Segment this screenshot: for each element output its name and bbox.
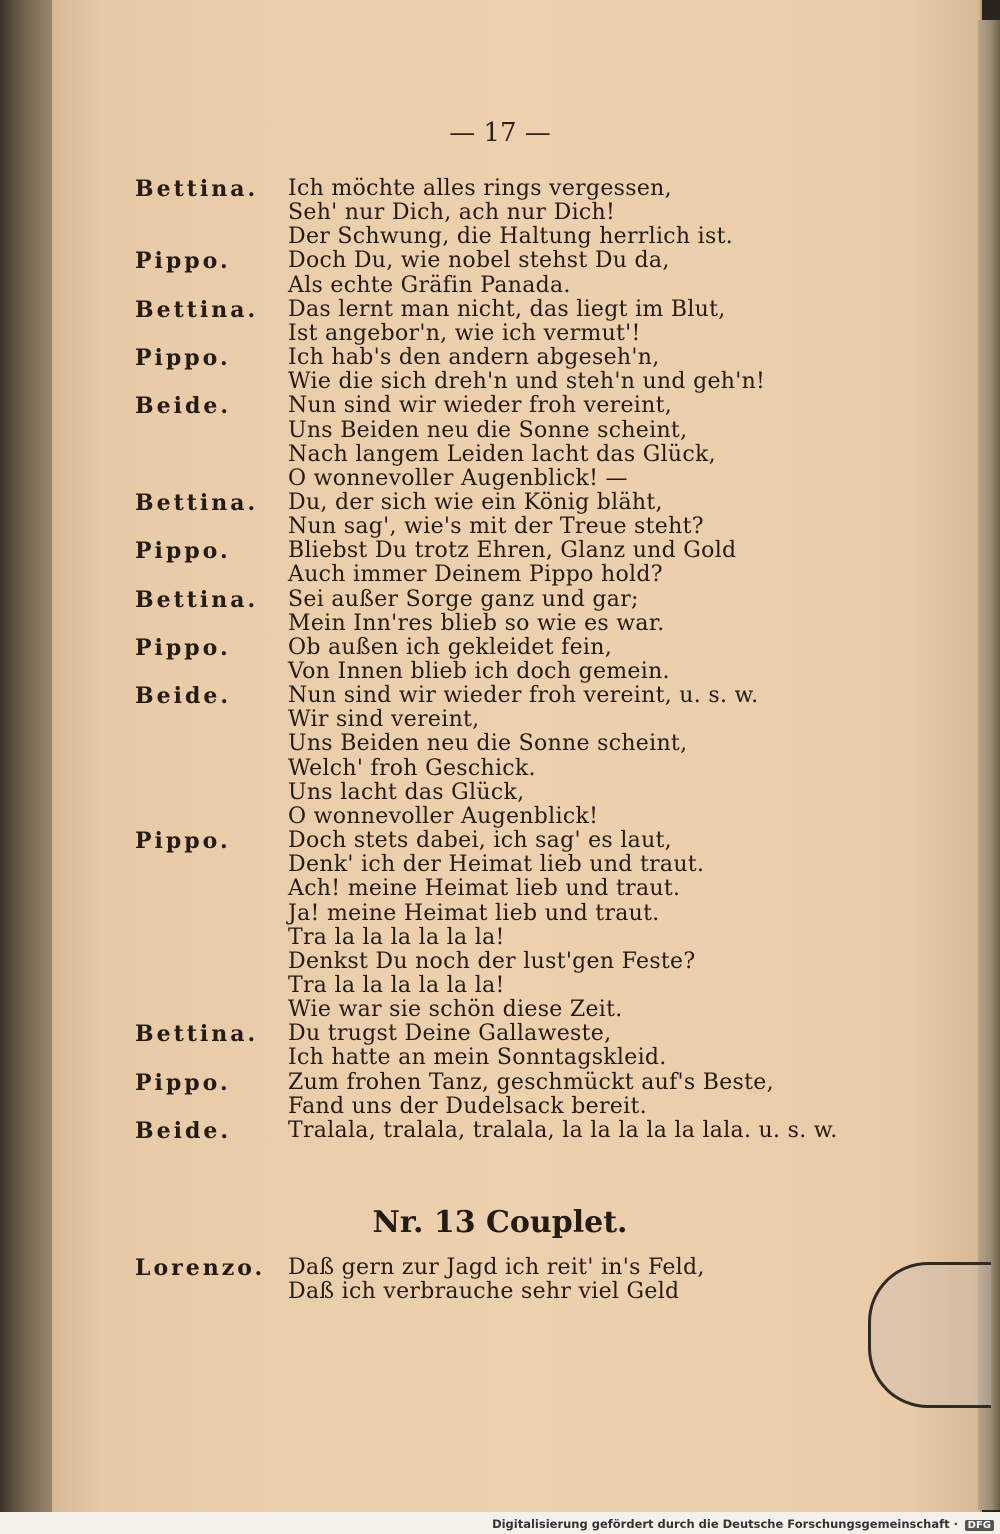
verse-line — [0, 1095, 1000, 1119]
verse-line — [0, 757, 1000, 781]
verse-line — [0, 1256, 1000, 1280]
speaker-name: Pippo. — [135, 634, 231, 661]
verse-line — [0, 902, 1000, 926]
verse-line — [0, 298, 1000, 322]
verse-line — [0, 1280, 1000, 1304]
verse-line — [0, 974, 1000, 998]
dfg-logo: DFG — [965, 1520, 994, 1531]
verse-line — [0, 781, 1000, 805]
verse-line — [0, 274, 1000, 298]
verse-text: Tra la la la la la la! — [288, 972, 505, 998]
verse-text: Nun sind wir wieder froh vereint, — [288, 393, 673, 419]
verse-text: Bliebst Du trotz Ehren, Glanz und Gold — [288, 538, 737, 564]
verse-text: Du trugst Deine Gallaweste, — [288, 1021, 612, 1047]
speaker-name: Bettina. — [135, 586, 259, 613]
verse-text: Ist angebor'n, wie ich vermut'! — [288, 320, 641, 346]
speaker-name: Pippo. — [135, 538, 231, 565]
verse-text: Als echte Gräfin Panada. — [288, 272, 571, 298]
verse-text: Seh' nur Dich, ach nur Dich! — [288, 200, 616, 226]
speaker-name: Pippo. — [135, 1069, 231, 1096]
verse-text: O wonnevoller Augenblick! — [288, 803, 599, 829]
verse-text: Wie war sie schön diese Zeit. — [288, 997, 623, 1023]
verse-text: Der Schwung, die Haltung herrlich ist. — [288, 224, 734, 250]
verse-line — [0, 491, 1000, 515]
speaker-name: Bettina. — [135, 1021, 259, 1048]
verse-text: Ob außen ich gekleidet fein, — [288, 634, 613, 660]
verse-line — [0, 177, 1000, 201]
speaker-name: Pippo. — [135, 828, 231, 855]
section-heading: Nr. 13 Couplet. — [372, 1205, 628, 1240]
verse-text: Wie die sich dreh'n und steh'n und geh'n! — [288, 369, 766, 395]
verse-line — [0, 225, 1000, 249]
verse-line — [0, 249, 1000, 273]
verse-line — [0, 853, 1000, 877]
verse-line — [0, 322, 1000, 346]
footer-credit: Digitalisierung gefördert durch die Deutsche Forschungsgemeinschaft · — [492, 1517, 958, 1531]
verse-text: Doch stets dabei, ich sag' es laut, — [288, 828, 672, 854]
verse-text: Ich möchte alles rings vergessen, — [288, 176, 672, 201]
verse-line — [0, 950, 1000, 974]
verse-text: Zum frohen Tanz, geschmückt auf's Beste, — [288, 1069, 774, 1095]
speaker-name: Beide. — [135, 683, 231, 710]
verse-text: Uns lacht das Glück, — [288, 779, 525, 805]
verse-text: Uns Beiden neu die Sonne scheint, — [288, 731, 688, 757]
verse-text: Welch' froh Geschick. — [288, 755, 536, 781]
verse-line — [0, 829, 1000, 853]
verse-text: Wir sind vereint, — [288, 707, 480, 733]
verse-line — [0, 805, 1000, 829]
verse-line — [0, 443, 1000, 467]
verse-text: Ich hab's den andern abgeseh'n, — [288, 345, 660, 371]
speaker-name: Bettina. — [135, 176, 259, 202]
verse-line — [0, 588, 1000, 612]
verse-line — [0, 926, 1000, 950]
verse-text: Auch immer Deinem Pippo hold? — [288, 562, 663, 588]
verse-line — [0, 708, 1000, 732]
verse-line — [0, 612, 1000, 636]
verse-line — [0, 467, 1000, 491]
verse-text: Nun sag', wie's mit der Treue steht? — [288, 514, 704, 540]
verse-text: Ich hatte an mein Sonntagskleid. — [288, 1045, 667, 1071]
verse-text: Sei außer Sorge ganz und gar; — [288, 586, 639, 612]
verse-line — [0, 732, 1000, 756]
speaker-name: Bettina. — [135, 296, 259, 323]
speaker-name: Beide. — [135, 1117, 231, 1144]
speaker-name: Bettina. — [135, 489, 259, 516]
verse-line — [0, 370, 1000, 394]
speaker-name: Pippo. — [135, 345, 231, 372]
verse-text: Ach! meine Heimat lieb und traut. — [288, 876, 681, 902]
page-number: — 17 — — [449, 118, 551, 148]
verse-line — [0, 346, 1000, 370]
verse-line — [0, 660, 1000, 684]
verse-text: Denk' ich der Heimat lieb und traut. — [288, 852, 705, 878]
verse-line — [0, 1022, 1000, 1046]
speaker-name: Lorenzo. — [135, 1255, 266, 1281]
verse-text: Tralala, tralala, tralala, la la la la la lala. u. s. w. — [288, 1117, 838, 1143]
verse-line — [0, 394, 1000, 418]
verse-text: Daß ich verbrauche sehr viel Geld — [288, 1279, 680, 1304]
verse-text: Nach langem Leiden lacht das Glück, — [288, 441, 716, 467]
verse-text: Fand uns der Dudelsack bereit. — [288, 1093, 647, 1119]
verse-line — [0, 636, 1000, 660]
verse-text: Uns Beiden neu die Sonne scheint, — [288, 417, 688, 443]
footer-bar — [0, 1512, 1000, 1534]
verse-line — [0, 1071, 1000, 1095]
verse-line — [0, 877, 1000, 901]
verse-line — [0, 539, 1000, 563]
verse-text: Mein Inn'res blieb so wie es war. — [288, 610, 665, 636]
verse-line — [0, 1046, 1000, 1070]
verse-text: Von Innen blieb ich doch gemein. — [288, 659, 670, 684]
speaker-name: Beide. — [135, 393, 231, 420]
verse-line — [0, 201, 1000, 225]
verse-line — [0, 563, 1000, 587]
verse-text: Tra la la la la la la! — [288, 924, 505, 950]
verse-text: Daß gern zur Jagd ich reit' in's Feld, — [288, 1255, 705, 1280]
speaker-name: Pippo. — [135, 248, 231, 275]
verse-text: Das lernt man nicht, das liegt im Blut, — [288, 296, 726, 322]
verse-line — [0, 1119, 1000, 1143]
verse-line — [0, 684, 1000, 708]
verse-text: Du, der sich wie ein König bläht, — [288, 489, 663, 515]
verse-text: O wonnevoller Augenblick! — — [288, 465, 628, 491]
verse-text: Doch Du, wie nobel stehst Du da, — [288, 248, 670, 274]
verse-text: Ja! meine Heimat lieb und traut. — [288, 900, 660, 926]
verse-line — [0, 998, 1000, 1022]
verse-line — [0, 515, 1000, 539]
verse-text: Denkst Du noch der lust'gen Feste? — [288, 948, 696, 974]
verse-text: Nun sind wir wieder froh vereint, u. s. w. — [288, 683, 759, 709]
verse-line — [0, 419, 1000, 443]
